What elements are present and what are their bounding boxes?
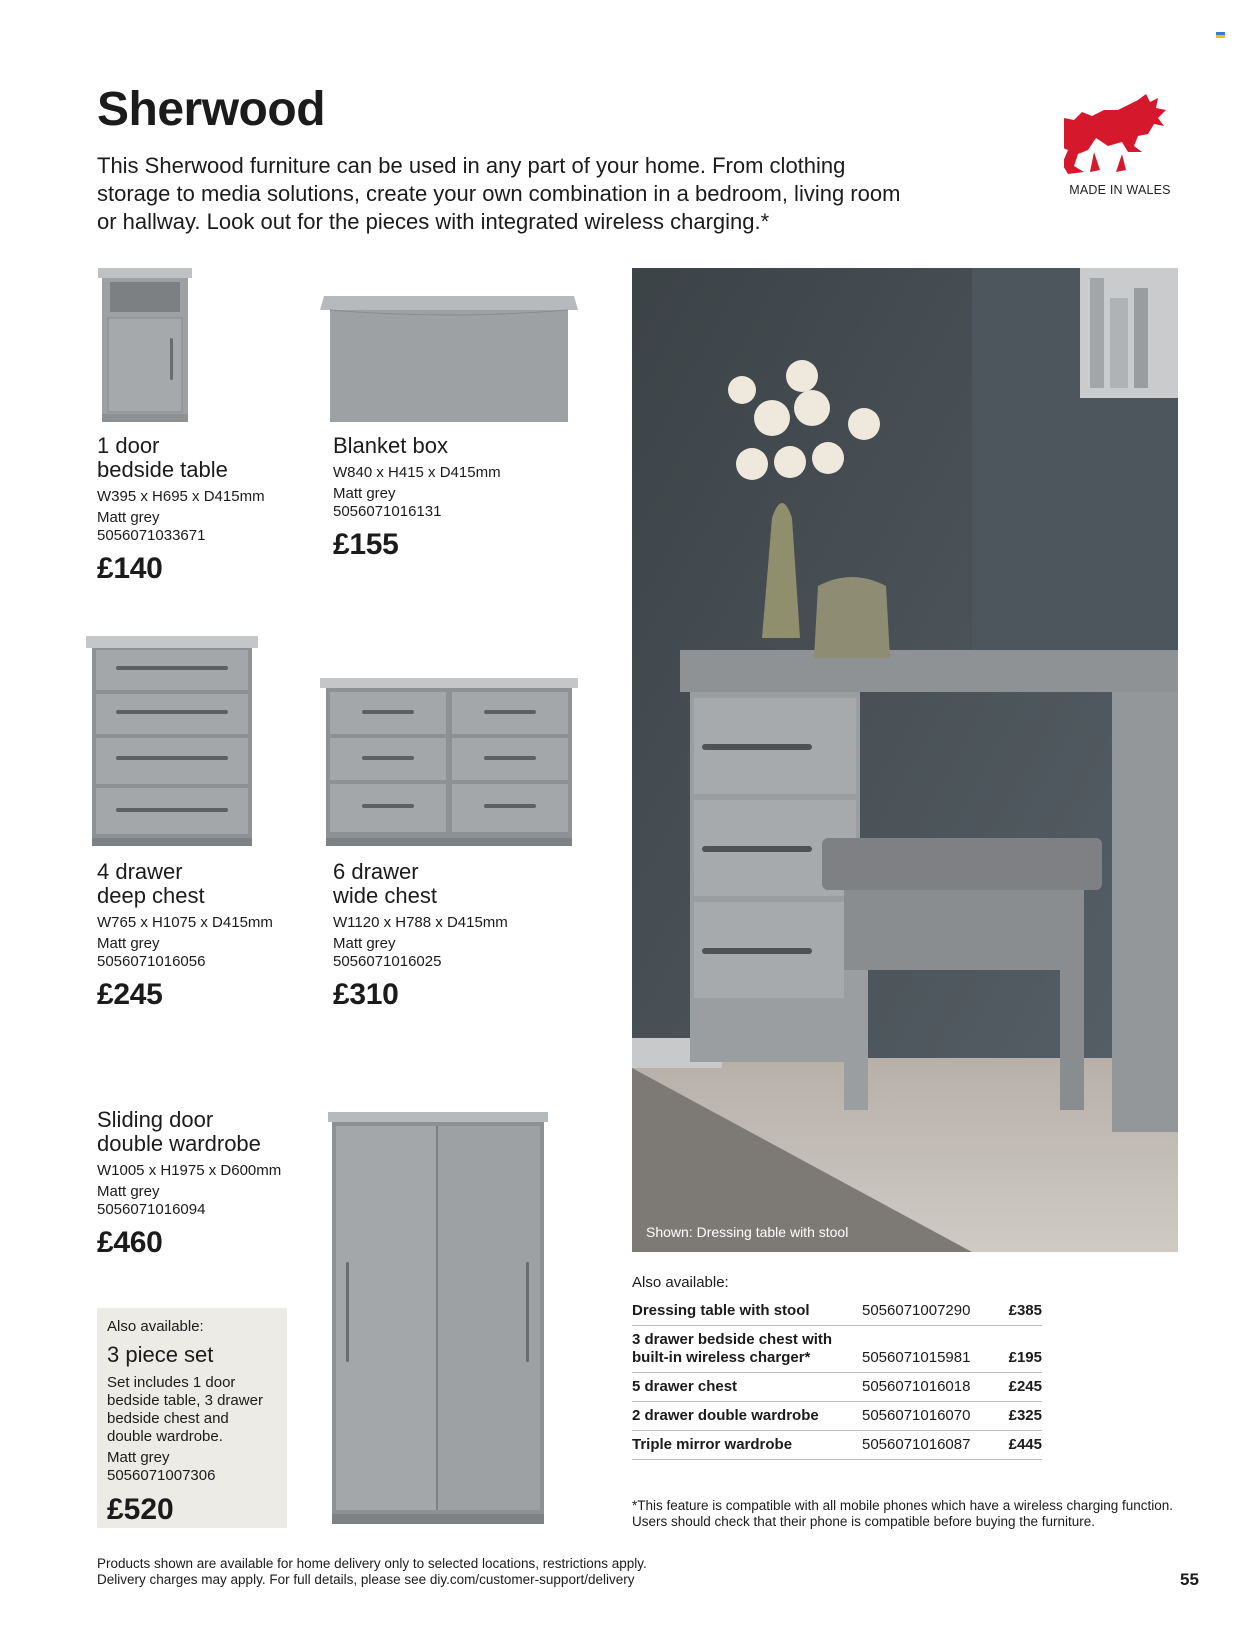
product-name: 1 door [97,433,160,458]
wireless-charging-footnote: *This feature is compatible with all mobile phones which have a wireless charging function. Users should check that their phone is compatible before buying the furniture. [632,1498,1174,1529]
product-code: 5056071016056 [97,953,206,970]
product-code: 5056071033671 [97,527,206,544]
product-code: 5056071016025 [333,953,442,970]
made-in-wales-label: MADE IN WALES [1069,183,1171,197]
item-price: £385 [997,1297,1042,1326]
item-price: £245 [997,1373,1042,1402]
table-row [632,1431,1042,1460]
welsh-dragon-icon [1064,92,1176,176]
item-code: 5056071016070 [862,1402,997,1431]
table-row [632,1326,1042,1373]
blanket-box-image [320,296,578,424]
item-price: £325 [997,1402,1042,1431]
product-name: double wardrobe [97,1131,261,1156]
set-finish: Matt grey [107,1449,170,1466]
bedside-table-image [98,268,192,424]
product-bedside-table [97,434,297,587]
item-name-line: 3 drawer bedside chest with [632,1331,833,1348]
product-finish: Matt grey [97,509,160,526]
product-price: £140 [97,552,163,585]
set-label: Also available: [107,1318,204,1335]
set-description: bedside table, 3 drawer [107,1392,263,1409]
six-drawer-chest-image [320,678,578,848]
product-name: deep chest [97,883,205,908]
also-available-table [632,1297,1042,1460]
product-price: £310 [333,978,399,1011]
product-dimensions: W840 x H415 x D415mm [333,464,501,481]
product-code: 5056071016131 [333,503,442,520]
product-price: £460 [97,1226,163,1259]
table-row [632,1373,1042,1402]
item-name: Triple mirror wardrobe [632,1431,862,1460]
item-price: £445 [997,1431,1042,1460]
delivery-footer [97,1556,797,1588]
intro-text: This Sherwood furniture can be used in any part of your home. From clothing storage to media solutions, create your own combination in a bedroom, living room or hallway. Look out for the pieces with integrated wireless charging.* [97,153,901,234]
product-finish: Matt grey [97,935,160,952]
set-name: 3 piece set [107,1342,214,1367]
corner-flag-icon [1216,32,1225,38]
product-dimensions: W1005 x H1975 x D600mm [97,1162,282,1179]
item-name: 5 drawer chest [632,1373,862,1402]
product-name: 6 drawer [333,859,419,884]
page-title: Sherwood [97,83,326,136]
item-code: 5056071016018 [862,1373,997,1402]
item-code: 5056071015981 [862,1326,997,1373]
item-code: 5056071007290 [862,1297,997,1326]
set-description: double wardrobe. [107,1428,223,1445]
product-price: £245 [97,978,163,1011]
footer-line: Products shown are available for home delivery only to selected locations, restrictions apply. [97,1556,647,1571]
table-row [632,1297,1042,1326]
product-name: bedside table [97,457,228,482]
item-price: £195 [997,1326,1042,1373]
product-finish: Matt grey [333,935,396,952]
four-drawer-chest-image [86,636,258,848]
made-in-wales-badge [1058,92,1182,197]
product-finish: Matt grey [333,485,396,502]
set-price: £520 [107,1493,174,1526]
sliding-wardrobe-image [328,1112,548,1526]
set-code: 5056071007306 [107,1467,216,1484]
product-dimensions: W765 x H1075 x D415mm [97,914,273,931]
product-name: Sliding door [97,1107,214,1132]
product-price: £155 [333,528,399,561]
item-name: Dressing table with stool [632,1297,862,1326]
footer-line: Delivery charges may apply. For full details, please see diy.com/customer-support/delivery [97,1572,635,1587]
set-description: Set includes 1 door [107,1374,236,1391]
page-number: 55 [1180,1570,1199,1589]
set-description: bedside chest and [107,1410,229,1427]
product-sliding-wardrobe [97,1108,317,1261]
product-finish: Matt grey [97,1183,160,1200]
product-blanket-box [333,434,573,563]
product-name: 4 drawer [97,859,183,884]
product-code: 5056071016094 [97,1201,206,1218]
item-name [632,1326,862,1373]
product-dimensions: W395 x H695 x D415mm [97,488,265,505]
item-code: 5056071016087 [862,1431,997,1460]
dressing-table-photo [632,268,1178,1252]
item-name-line: built-in wireless charger* [632,1349,811,1366]
product-name: wide chest [333,883,437,908]
product-dimensions: W1120 x H788 x D415mm [333,914,508,931]
item-name: 2 drawer double wardrobe [632,1402,862,1431]
product-six-drawer-chest [333,860,573,1013]
photo-caption: Shown: Dressing table with stool [646,1224,849,1240]
three-piece-set-box [97,1308,287,1528]
also-available-heading: Also available: [632,1274,729,1291]
product-name: Blanket box [333,433,448,458]
product-four-drawer-chest [97,860,307,1013]
table-row [632,1402,1042,1431]
